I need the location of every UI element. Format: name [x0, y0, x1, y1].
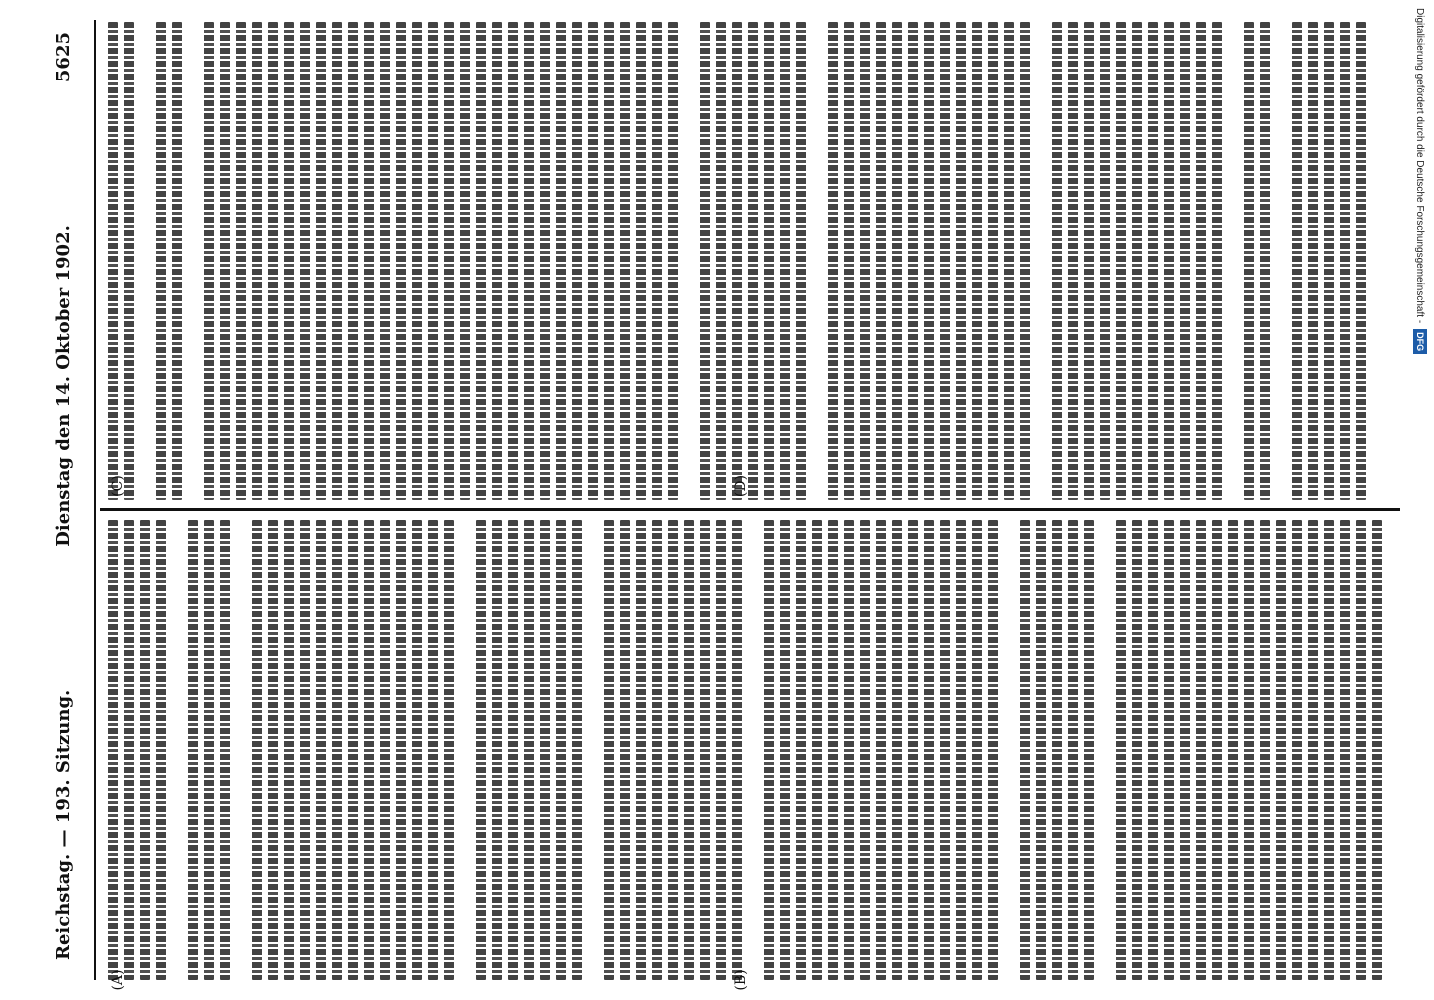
- text-line: [428, 520, 438, 980]
- text-line: [220, 520, 230, 980]
- text-line: [652, 520, 662, 980]
- text-line: [268, 520, 278, 980]
- text-line: [332, 520, 342, 980]
- text-line: [1244, 520, 1254, 980]
- text-line: [668, 520, 678, 980]
- text-line: [204, 520, 214, 980]
- text-line: [444, 520, 454, 980]
- text-line: [828, 520, 838, 980]
- text-line: [1308, 22, 1318, 500]
- text-line: [396, 520, 406, 980]
- text-line: [1036, 520, 1046, 980]
- text-line: [972, 520, 982, 980]
- text-line: [1292, 520, 1302, 980]
- digitization-note: [1414, 8, 1430, 992]
- text-line: [588, 22, 598, 500]
- page-number: 5625: [52, 32, 74, 83]
- margin-letter-c: (C): [110, 475, 126, 497]
- text-line: [220, 22, 230, 500]
- text-line: [844, 22, 854, 500]
- text-line: [1356, 520, 1366, 980]
- text-line: [1308, 520, 1318, 980]
- text-line: [764, 520, 774, 980]
- text-line: [188, 520, 198, 980]
- text-line: [860, 520, 870, 980]
- header-date: Dienstag den 14. Oktober 1902.: [52, 225, 74, 547]
- text-line: [860, 22, 870, 500]
- text-line: [1324, 520, 1334, 980]
- text-line: [636, 520, 646, 980]
- text-line: [924, 520, 934, 980]
- text-line: [748, 22, 758, 500]
- text-line: [508, 520, 518, 980]
- text-line: [1052, 22, 1062, 500]
- text-line: [716, 520, 726, 980]
- text-line: [716, 22, 726, 500]
- text-line: [1292, 22, 1302, 500]
- text-line: [940, 22, 950, 500]
- text-line: [1244, 22, 1254, 500]
- text-line: [300, 520, 310, 980]
- running-header: [48, 20, 78, 980]
- text-line: [1132, 520, 1142, 980]
- text-line: [140, 520, 150, 980]
- text-line: [1340, 22, 1350, 500]
- text-line: [556, 520, 566, 980]
- text-line: [1164, 520, 1174, 980]
- text-line: [636, 22, 646, 500]
- text-line: [604, 520, 614, 980]
- text-line: [972, 22, 982, 500]
- text-line: [476, 520, 486, 980]
- text-line: [1132, 22, 1142, 500]
- text-line: [1196, 22, 1206, 500]
- text-column-right: [104, 22, 1394, 500]
- text-line: [1020, 22, 1030, 500]
- text-line: [1276, 520, 1286, 980]
- text-line: [796, 520, 806, 980]
- margin-letter-a: (A): [110, 969, 126, 991]
- margin-letter-d: (D): [733, 474, 749, 498]
- text-line: [204, 22, 214, 500]
- text-line: [316, 520, 326, 980]
- text-line: [556, 22, 566, 500]
- text-line: [876, 520, 886, 980]
- text-line: [1052, 520, 1062, 980]
- text-line: [1084, 520, 1094, 980]
- text-line: [1084, 22, 1094, 500]
- text-line: [1324, 22, 1334, 500]
- text-line: [1260, 22, 1270, 500]
- text-line: [508, 22, 518, 500]
- text-column-left: [104, 520, 1394, 980]
- text-line: [108, 22, 118, 500]
- text-line: [732, 520, 742, 980]
- text-line: [764, 22, 774, 500]
- margin-letter-b: (B): [733, 969, 749, 991]
- text-line: [796, 22, 806, 500]
- text-line: [316, 22, 326, 500]
- text-line: [284, 22, 294, 500]
- text-line: [108, 520, 118, 980]
- text-line: [828, 22, 838, 500]
- text-line: [124, 520, 134, 980]
- text-line: [444, 22, 454, 500]
- text-line: [1116, 520, 1126, 980]
- text-line: [892, 22, 902, 500]
- text-line: [156, 22, 166, 500]
- text-line: [1212, 22, 1222, 500]
- text-line: [956, 22, 966, 500]
- text-line: [1340, 520, 1350, 980]
- text-line: [348, 22, 358, 500]
- dfg-logo: DFG: [1413, 329, 1427, 354]
- text-line: [1148, 520, 1158, 980]
- text-line: [1196, 520, 1206, 980]
- column-divider: [100, 508, 1400, 511]
- text-line: [236, 22, 246, 500]
- text-line: [428, 22, 438, 500]
- text-line: [380, 22, 390, 500]
- text-lines-left: [104, 520, 1394, 980]
- text-line: [812, 520, 822, 980]
- text-line: [156, 520, 166, 980]
- text-line: [348, 520, 358, 980]
- text-line: [1020, 520, 1030, 980]
- text-line: [572, 520, 582, 980]
- text-lines-right: [104, 22, 1394, 500]
- text-line: [460, 22, 470, 500]
- text-line: [732, 22, 742, 500]
- text-line: [364, 22, 374, 500]
- text-line: [668, 22, 678, 500]
- text-line: [1372, 520, 1382, 980]
- text-line: [1004, 22, 1014, 500]
- text-line: [1164, 22, 1174, 500]
- text-line: [1068, 22, 1078, 500]
- text-line: [892, 520, 902, 980]
- text-line: [252, 22, 262, 500]
- text-line: [652, 22, 662, 500]
- text-line: [1068, 520, 1078, 980]
- text-line: [252, 520, 262, 980]
- text-line: [684, 520, 694, 980]
- text-line: [412, 520, 422, 980]
- text-line: [300, 22, 310, 500]
- text-line: [284, 520, 294, 980]
- text-line: [412, 22, 422, 500]
- text-line: [780, 520, 790, 980]
- text-line: [540, 520, 550, 980]
- text-line: [700, 520, 710, 980]
- text-line: [332, 22, 342, 500]
- text-line: [876, 22, 886, 500]
- text-line: [1116, 22, 1126, 500]
- text-line: [396, 22, 406, 500]
- text-line: [620, 22, 630, 500]
- text-line: [956, 520, 966, 980]
- text-line: [620, 520, 630, 980]
- text-line: [988, 22, 998, 500]
- text-line: [172, 22, 182, 500]
- text-line: [1228, 520, 1238, 980]
- text-line: [492, 22, 502, 500]
- text-line: [572, 22, 582, 500]
- header-rule: [94, 20, 96, 980]
- text-line: [1148, 22, 1158, 500]
- text-line: [124, 22, 134, 500]
- text-line: [780, 22, 790, 500]
- text-line: [604, 22, 614, 500]
- text-line: [524, 22, 534, 500]
- text-line: [380, 520, 390, 980]
- text-line: [476, 22, 486, 500]
- text-line: [1212, 520, 1222, 980]
- text-line: [844, 520, 854, 980]
- text-line: [540, 22, 550, 500]
- text-line: [988, 520, 998, 980]
- text-line: [1260, 520, 1270, 980]
- text-line: [364, 520, 374, 980]
- text-line: [1356, 22, 1366, 500]
- text-line: [924, 22, 934, 500]
- header-left-text: Reichstag. — 193. Sitzung.: [52, 689, 74, 960]
- digitization-text: Digitalisierung gefördert durch die Deutsche Forschungsgemeinschaft -: [1414, 8, 1426, 324]
- text-line: [908, 22, 918, 500]
- text-line: [908, 520, 918, 980]
- text-line: [268, 22, 278, 500]
- text-line: [1180, 520, 1190, 980]
- text-line: [492, 520, 502, 980]
- text-line: [940, 520, 950, 980]
- text-line: [1180, 22, 1190, 500]
- text-line: [1100, 22, 1110, 500]
- text-line: [700, 22, 710, 500]
- text-line: [524, 520, 534, 980]
